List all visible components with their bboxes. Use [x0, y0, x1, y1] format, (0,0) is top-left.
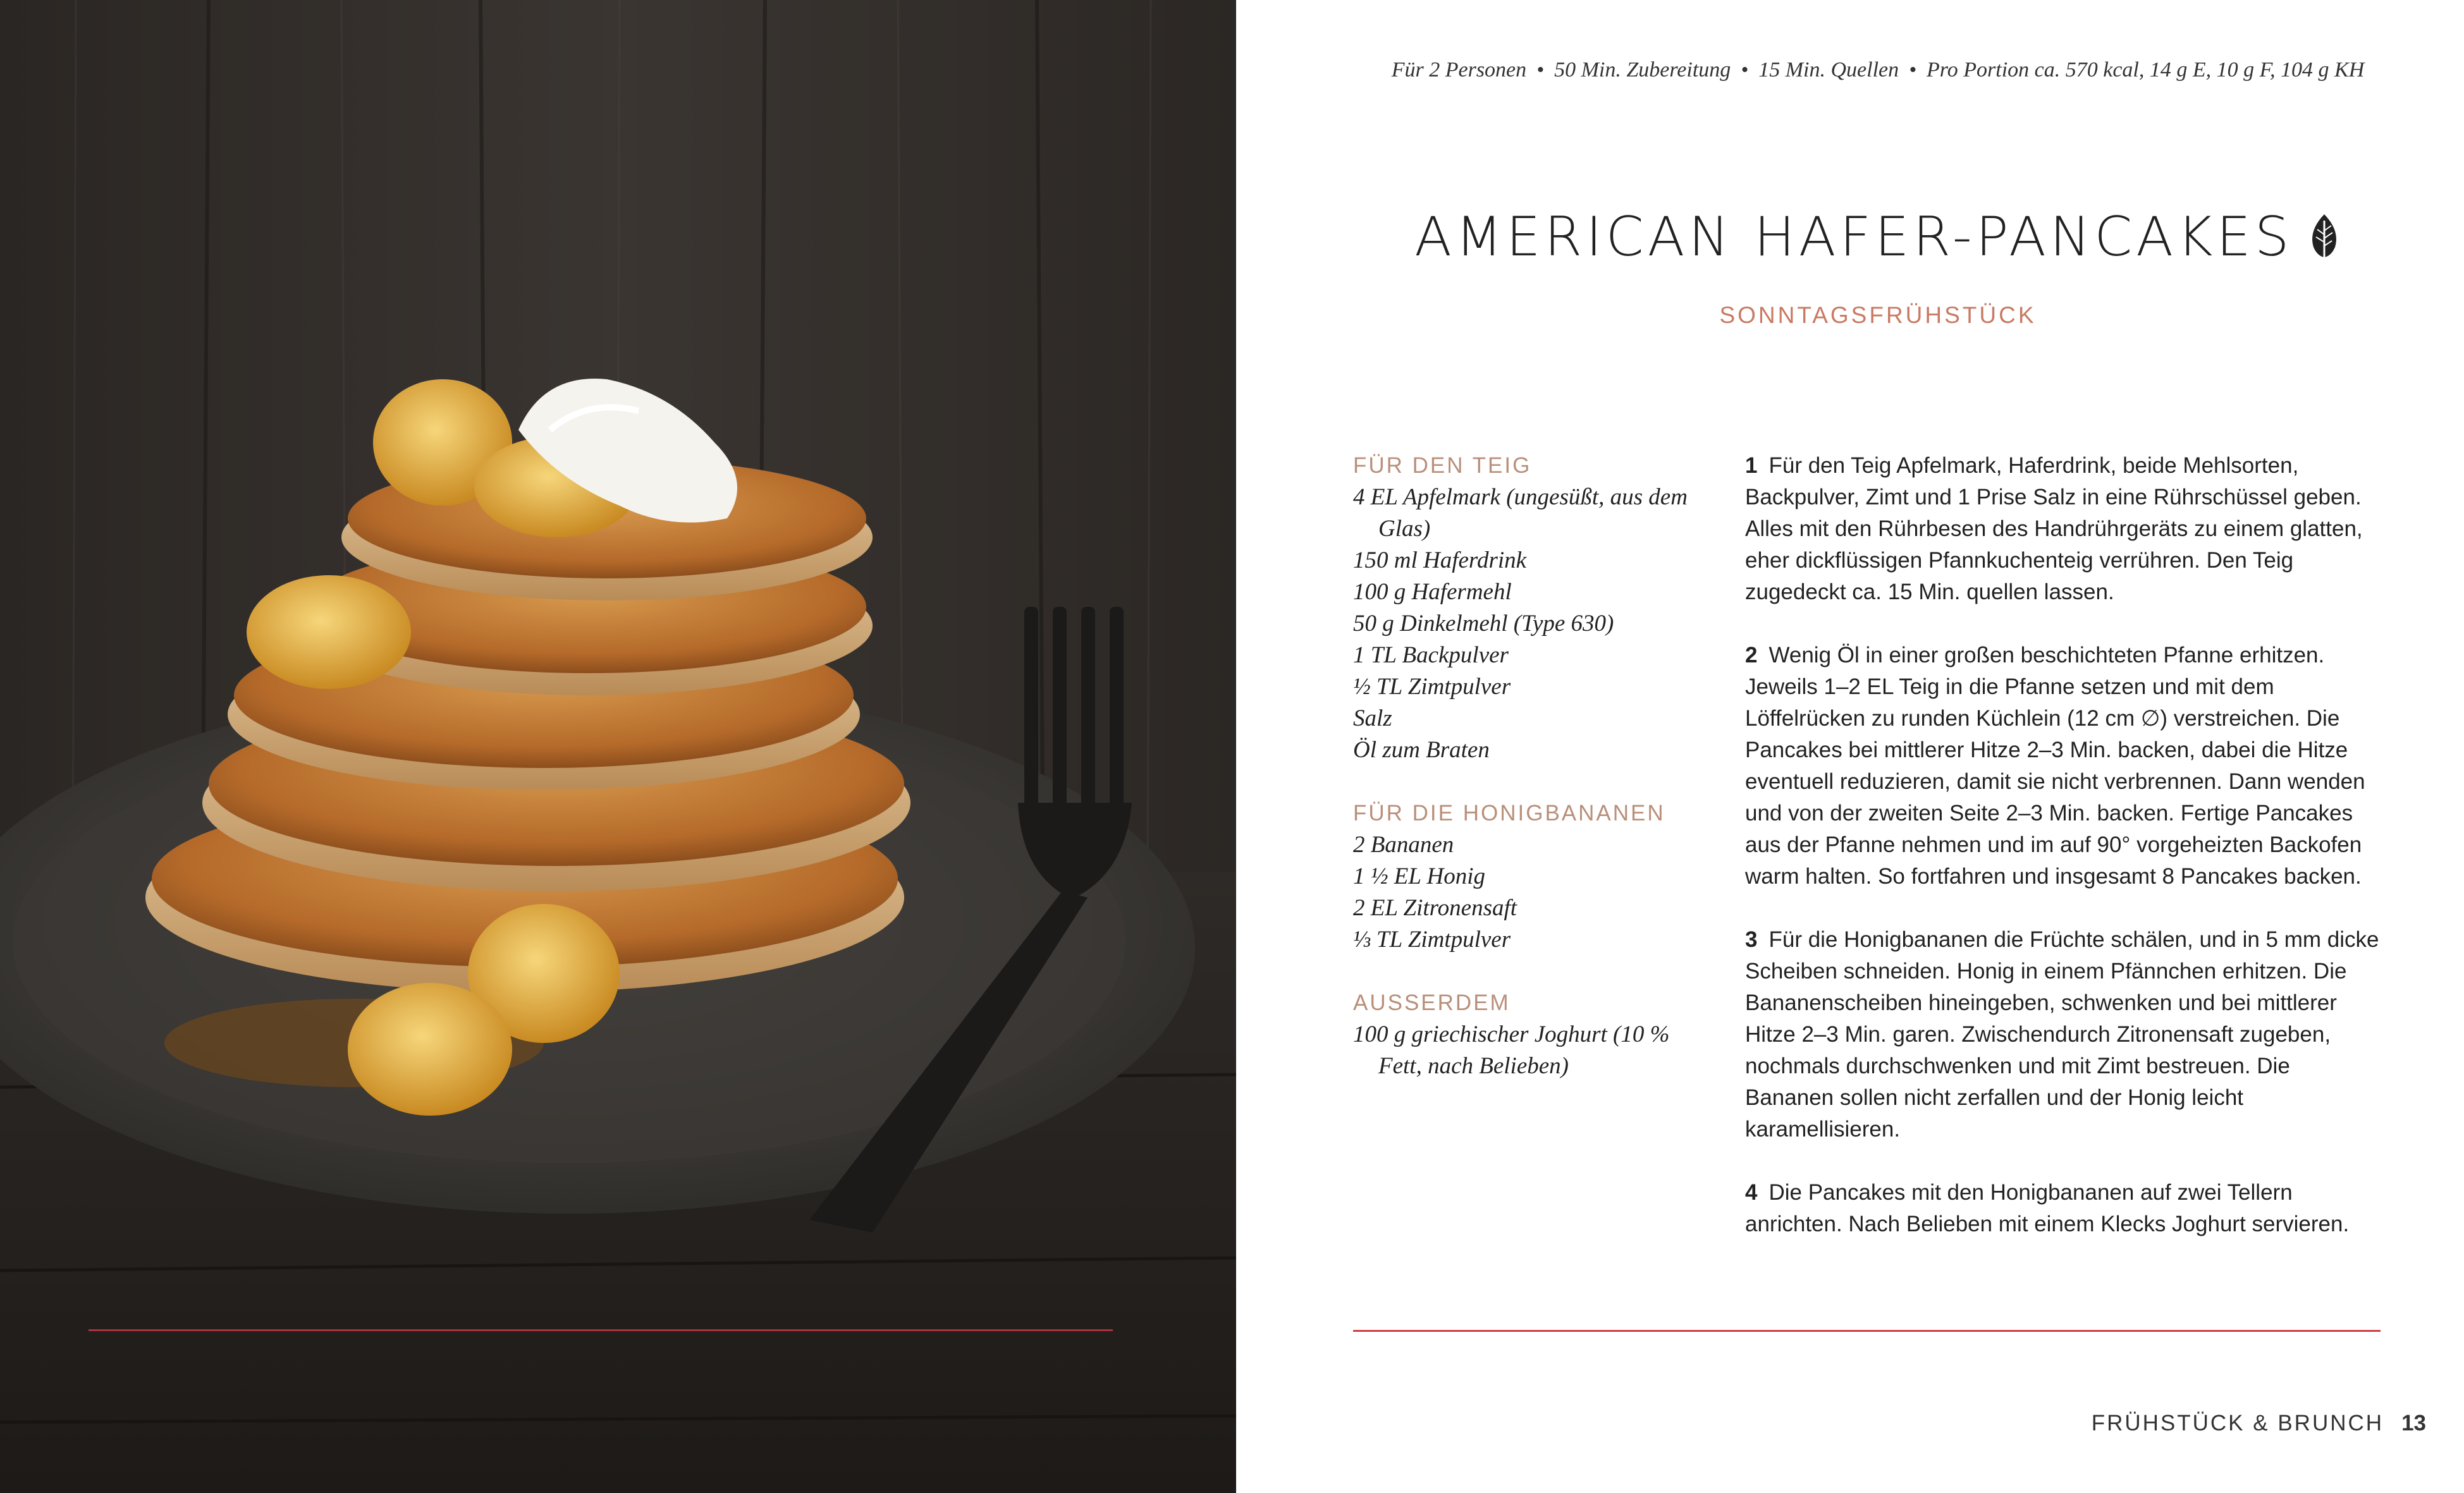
page-footer	[2092, 1411, 2426, 1436]
servings: Für 2 Personen	[1391, 58, 1527, 82]
ingredient-item: 2 EL Zitronensaft	[1353, 895, 1517, 921]
meta-separator: •	[1909, 58, 1917, 82]
step	[1745, 1177, 2384, 1240]
recipe-subtitle: SONNTAGSFRÜHSTÜCK	[1719, 302, 2037, 328]
ingredient-group-honey-bananas	[1353, 798, 1707, 956]
title-row	[1353, 205, 2403, 269]
step-number: 2	[1745, 643, 1758, 667]
meta-separator: •	[1536, 58, 1545, 82]
step-number: 3	[1745, 927, 1758, 952]
ingredient-item: 4 EL Apfelmark (ungesüßt, aus dem Glas)	[1353, 484, 1688, 542]
ingredient-item: 1 ½ EL Honig	[1353, 863, 1486, 889]
nutrition-info: Pro Portion ca. 570 kcal, 14 g E, 10 g F, 104 g KH	[1927, 58, 2365, 82]
step-text: Wenig Öl in einer großen beschichteten Pfanne erhitzen. Jeweils 1–2 EL Teig in die Pfanne setzen und mit dem Löffelrücken zu runden Küchlein (12 cm ∅) verstreichen. Die Pancakes bei mittlerer Hitze 2–3 Min. backen, dabei die Hitze eventuell reduzieren, damit sie nicht verbrennen. Dann wenden und von der zweiten Seite 2–3 Min. backen. Fertige Pancakes aus der Pfanne nehmen und im auf 90° vorgeheizten Backofen warm halten. So fortfahren und insgesamt 8 Pancakes backen.	[1745, 643, 2365, 889]
divider-rule	[1353, 1330, 2381, 1332]
recipe-title: AMERICAN HAFER-PANCAKES	[1414, 205, 2293, 269]
ingredient-item: 1 TL Backpulver	[1353, 642, 1509, 668]
ingredient-group-extras	[1353, 987, 1707, 1082]
step-number: 4	[1745, 1180, 1758, 1205]
ingredient-heading: AUSSERDEM	[1353, 990, 1511, 1015]
page-number: 13	[2401, 1411, 2426, 1435]
prep-time: 50 Min. Zubereitung	[1554, 58, 1731, 82]
step	[1745, 924, 2384, 1145]
ingredients-list	[1353, 450, 1707, 1114]
ingredient-item: 100 g Hafermehl	[1353, 579, 1512, 605]
step-number: 1	[1745, 453, 1758, 478]
ingredient-item: 2 Bananen	[1353, 832, 1454, 858]
step-text: Die Pancakes mit den Honigbananen auf zwei Tellern anrichten. Nach Belieben mit einem Klecks Joghurt servieren.	[1745, 1180, 2350, 1236]
recipe-meta-line	[1391, 58, 2365, 82]
step-text: Für die Honigbananen die Früchte schälen, und in 5 mm dicke Scheiben schneiden. Honig in einem Pfännchen erhitzen. Die Bananenscheiben hineingeben, schwenken und bei mittlerer Hitze 2–3 Min. garen. Zwischendurch Zitronensaft zugeben, nochmals durchschwenken und mit Zimt bestreuen. Die Bananen sollen nicht zerfallen und der Honig leicht karamellisieren.	[1745, 927, 2379, 1142]
section-name: FRÜHSTÜCK & BRUNCH	[2091, 1411, 2384, 1435]
meta-separator: •	[1741, 58, 1749, 82]
leaf-icon	[2307, 212, 2341, 262]
step	[1745, 450, 2384, 608]
ingredient-item: Salz	[1353, 705, 1392, 731]
ingredient-item: ½ TL Zimtpulver	[1353, 674, 1511, 700]
ingredient-heading: FÜR DIE HONIGBANANEN	[1353, 801, 1665, 826]
preparation-steps	[1745, 450, 2384, 1272]
step-text: Für den Teig Apfelmark, Haferdrink, beide Mehlsorten, Backpulver, Zimt und 1 Prise Salz in eine Rührschüssel geben. Alles mit den Rührbesen des Handrührgeräts zu einem glatten, eher dickflüssigen Pfannkuchenteig verrühren. Den Teig zugedeckt ca. 15 Min. quellen lassen.	[1745, 453, 2363, 604]
ingredient-item: 50 g Dinkelmehl (Type 630)	[1353, 611, 1614, 637]
step	[1745, 640, 2384, 893]
ingredient-heading: FÜR DEN TEIG	[1353, 453, 1532, 478]
soak-time: 15 Min. Quellen	[1758, 58, 1899, 82]
ingredient-item: ⅓ TL Zimtpulver	[1353, 927, 1511, 953]
ingredient-item: 150 ml Haferdrink	[1353, 547, 1527, 573]
ingredient-item: Öl zum Braten	[1353, 737, 1490, 763]
ingredient-group-dough	[1353, 450, 1707, 766]
ingredient-item: 100 g griechischer Joghurt (10 % Fett, nach Belieben)	[1353, 1021, 1670, 1079]
